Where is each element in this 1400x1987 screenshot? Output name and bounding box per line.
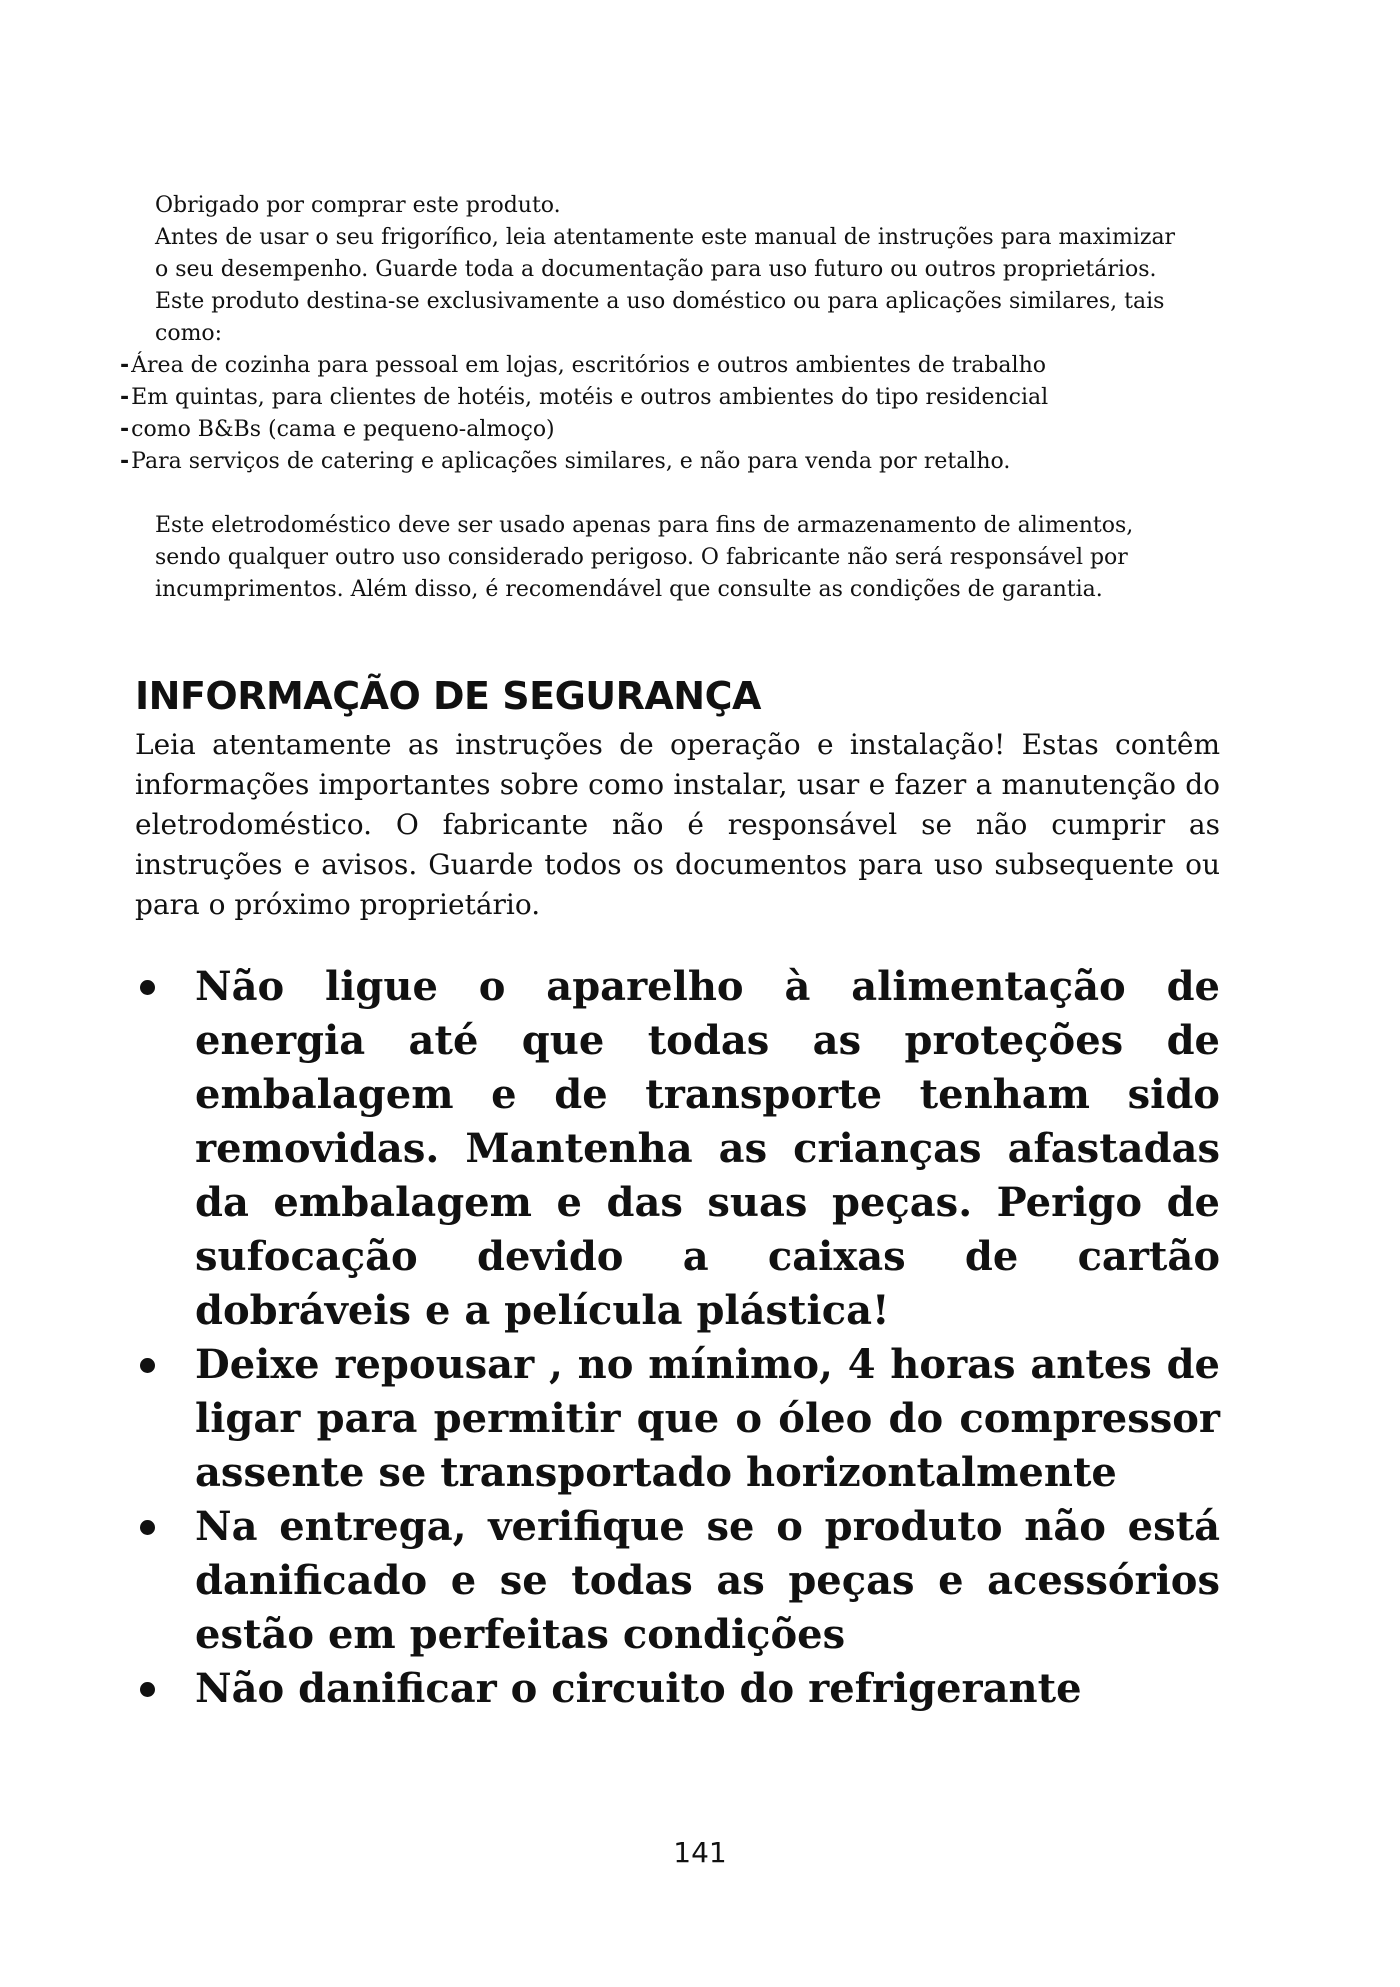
safety-bullet-list [135, 960, 1220, 1716]
list-item-text: como B&Bs (cama e pequeno-almoço) [131, 417, 555, 442]
bullet-text: Deixe repousar , no mínimo, 4 horas antes de ligar para permitir que o óleo do compressor assente se transportado horizontalmente [195, 1341, 1220, 1496]
safety-paragraph: Leia atentamente as instruções de operação e instalação! Estas contêm informações importantes sobre como instalar, usar e fazer a manutenção do eletrodoméstico. O fabricante não é responsável se não cumprir as instruções e avisos. Guarde todos os documentos para uso subsequente ou para o próximo proprietário. [135, 728, 1220, 921]
safety-heading: INFORMAÇÃO DE SEGURANÇA [135, 674, 761, 718]
list-item-text: Área de cozinha para pessoal em lojas, escritórios e outros ambientes de trabalho [131, 353, 1046, 378]
intro-text [155, 190, 1195, 350]
dash-marker: - [120, 417, 130, 442]
bullet-text: Na entrega, verifique se o produto não está danificado e se todas as peças e acessórios estão em perfeitas condições [195, 1503, 1220, 1658]
list-item [120, 446, 1200, 478]
bullet-dot-icon [140, 1520, 155, 1535]
intended-use-list [120, 350, 1200, 478]
dash-marker: - [120, 449, 130, 474]
bullet-text: Não danificar o circuito do refrigerante [195, 1665, 1082, 1712]
list-item [120, 414, 1200, 446]
bullet-dot-icon [140, 1358, 155, 1373]
page-number: 141 [673, 1836, 727, 1869]
intended-use-line: Este produto destina-se exclusivamente a uso doméstico ou para aplicações similares, tais como: [155, 289, 1165, 346]
usage-warning-text [155, 510, 1195, 606]
list-item-text: Em quintas, para clientes de hotéis, motéis e outros ambientes do tipo residencial [131, 385, 1049, 410]
dash-marker: - [120, 385, 130, 410]
bullet-dot-icon [140, 1682, 155, 1697]
list-item [120, 382, 1200, 414]
list-item [120, 350, 1200, 382]
bullet-item [135, 1338, 1220, 1500]
bullet-item [135, 1500, 1220, 1662]
usage-warning-paragraph: Este eletrodoméstico deve ser usado apenas para fins de armazenamento de alimentos, sendo qualquer outro uso considerado perigoso. O fabricante não será responsável por incumprimentos. Além disso, é recomendável que consulte as condições de garantia. [155, 513, 1134, 602]
list-item-text: Para serviços de catering e aplicações similares, e não para venda por retalho. [131, 449, 1011, 474]
dash-marker: - [120, 353, 130, 378]
bullet-text: Não ligue o aparelho à alimentação de energia até que todas as proteções de embalagem e de transporte tenham sido removidas. Mantenha as crianças afastadas da embalagem e das suas peças. Perigo de sufocação devido a caixas de cartão dobráveis e a película plástica! [195, 963, 1220, 1334]
bullet-item [135, 960, 1220, 1338]
read-manual-line: Antes de usar o seu frigorífico, leia atentamente este manual de instruções para maximizar o seu desempenho. Guarde toda a documentação para uso futuro ou outros proprietários. [155, 225, 1176, 282]
bullet-dot-icon [140, 980, 155, 995]
thanks-line: Obrigado por comprar este produto. [155, 193, 561, 218]
bullet-item [135, 1662, 1220, 1716]
